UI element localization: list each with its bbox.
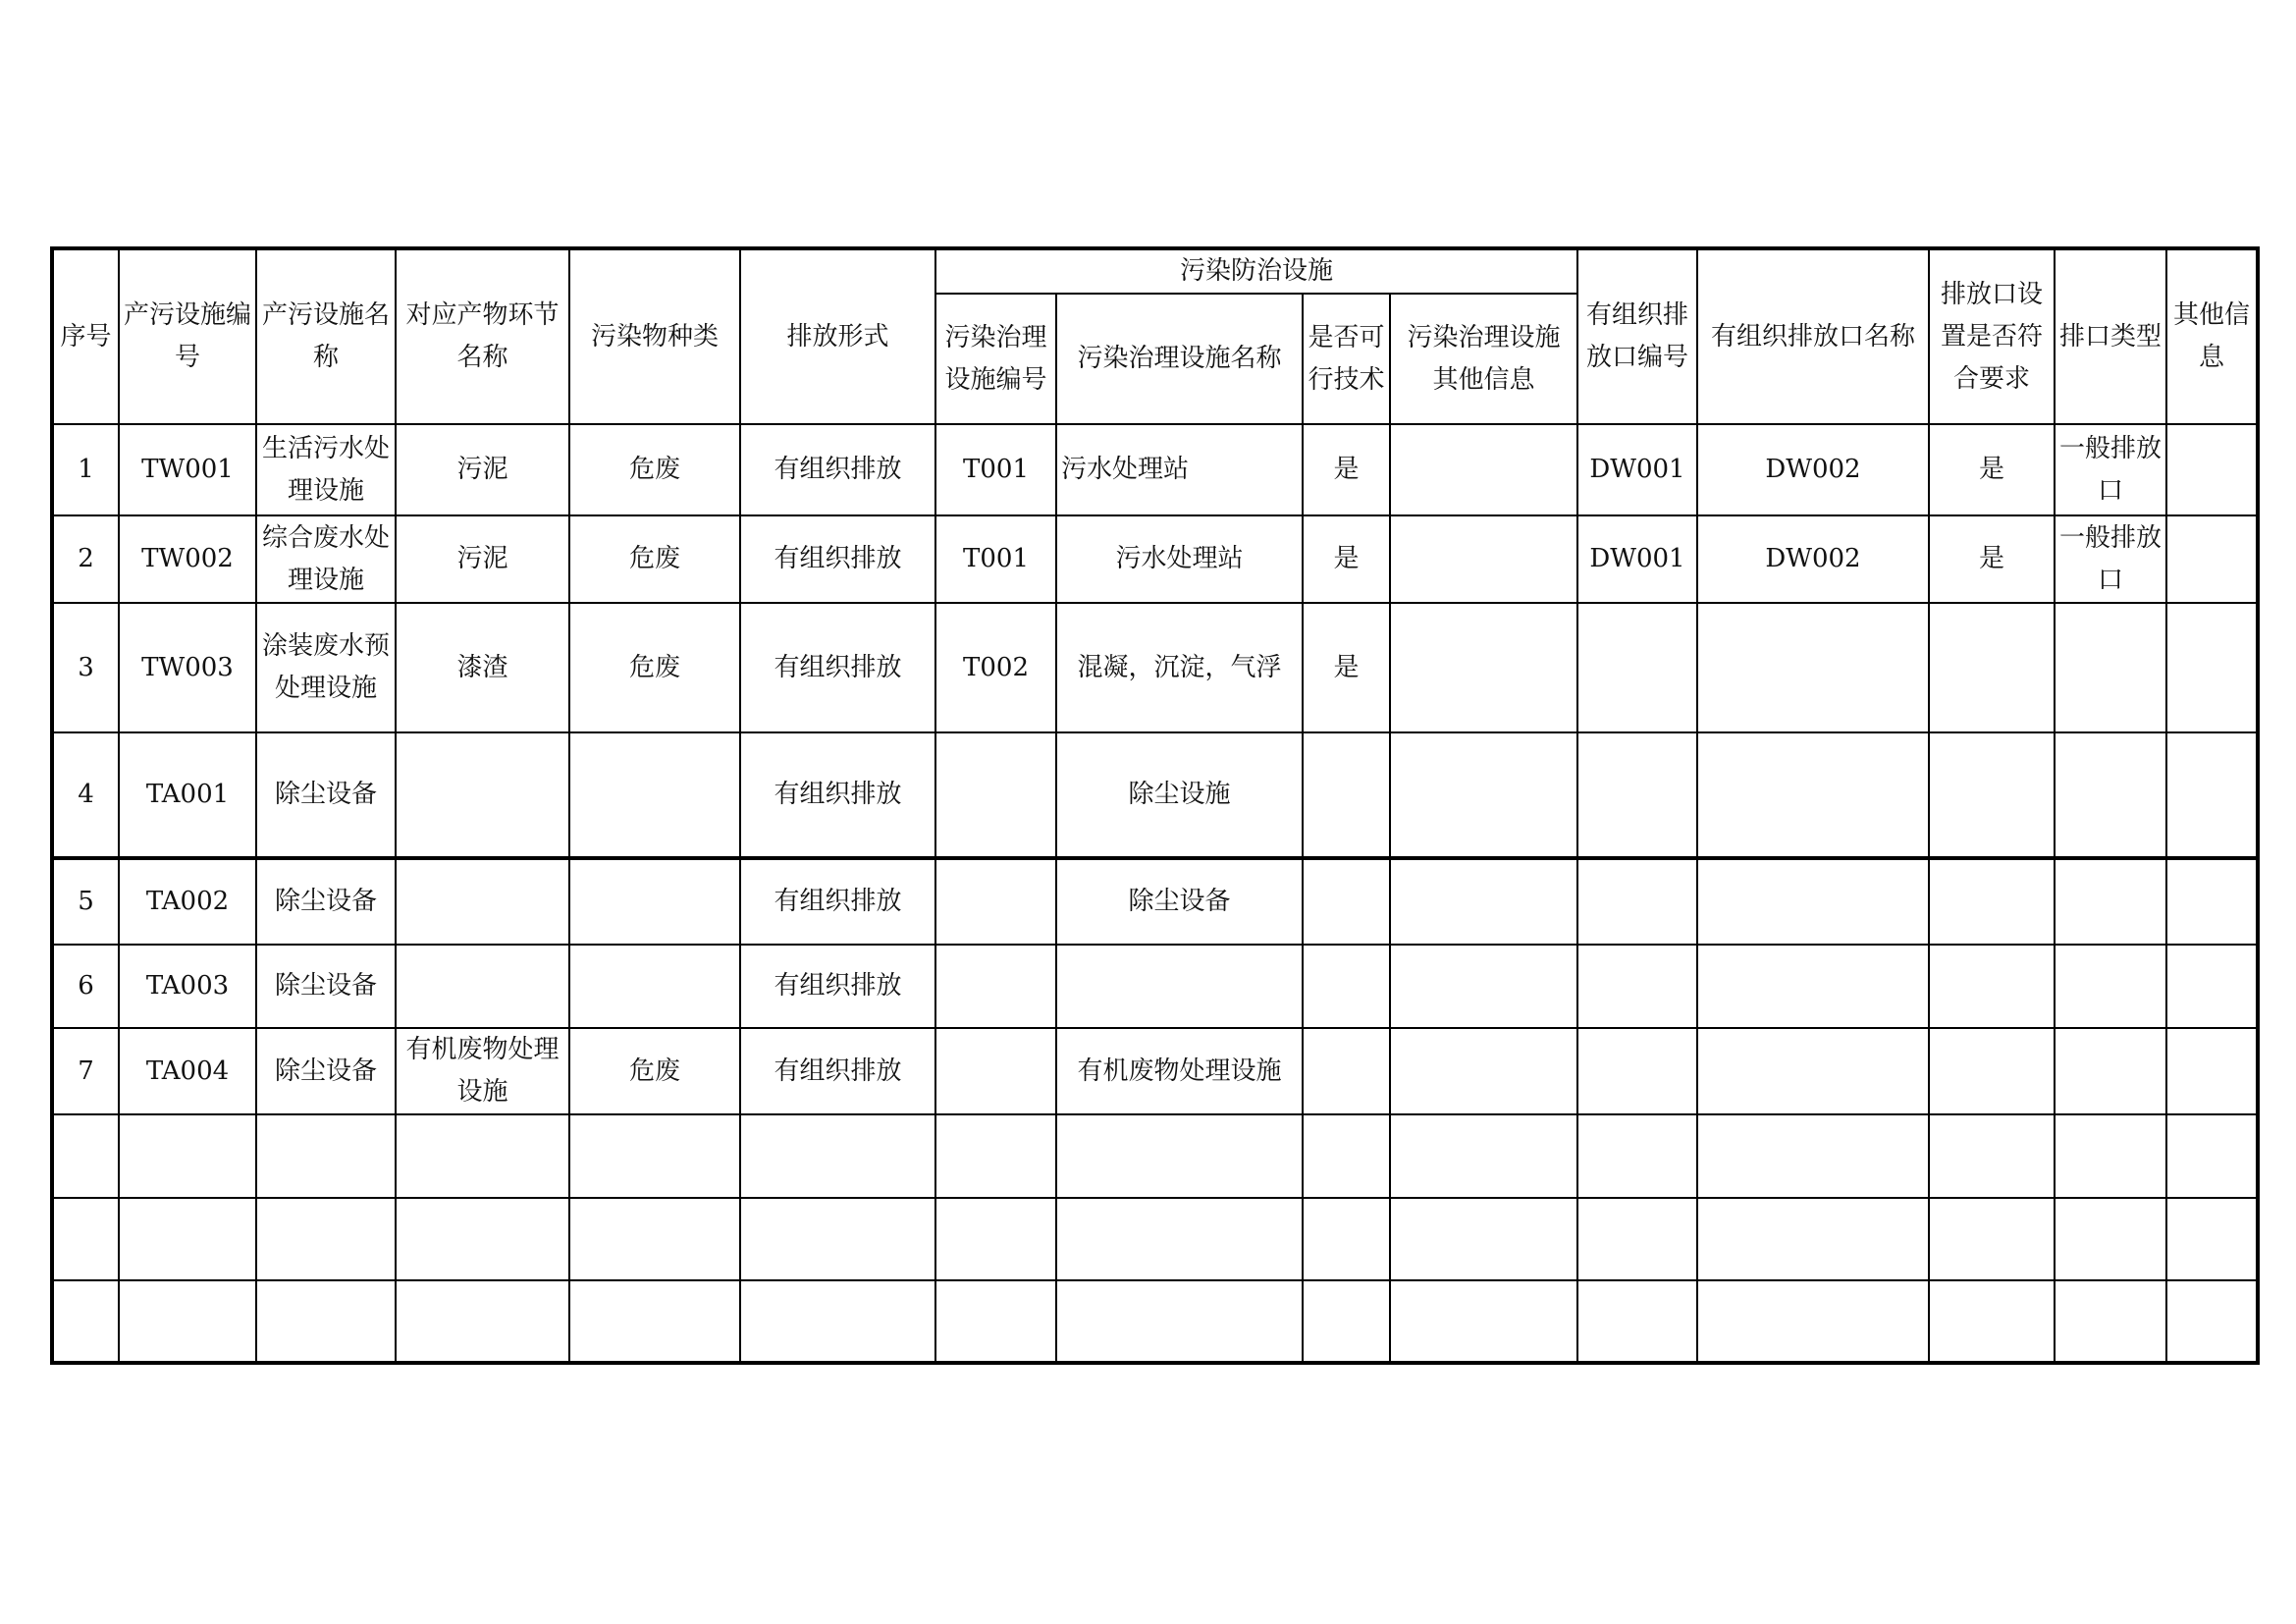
- empty-cell: [935, 1114, 1056, 1198]
- empty-row: [52, 1114, 2258, 1198]
- cell-outlet-type: [2055, 945, 2166, 1028]
- cell-outlet-id: DW001: [1577, 424, 1697, 515]
- empty-row: [52, 1280, 2258, 1363]
- header-outlet-compliant: 排放口设置是否符合要求: [1929, 248, 2055, 424]
- empty-cell: [1056, 1198, 1303, 1280]
- empty-cell: [396, 1198, 569, 1280]
- cell-pollutant-type: 危废: [569, 1028, 740, 1114]
- cell-source-id: TW001: [119, 424, 256, 515]
- header-control-name: 污染治理设施名称: [1056, 294, 1303, 424]
- empty-cell: [2166, 1280, 2258, 1363]
- cell-pollutant-type: 危废: [569, 424, 740, 515]
- empty-cell: [52, 1114, 119, 1198]
- cell-source-name: 除尘设备: [256, 1028, 396, 1114]
- cell-control-name: 除尘设备: [1056, 858, 1303, 945]
- empty-cell: [1303, 1198, 1390, 1280]
- cell-discharge-form: 有组织排放: [740, 515, 935, 603]
- cell-source-name: 除尘设备: [256, 858, 396, 945]
- cell-control-id: T002: [935, 603, 1056, 732]
- cell-control-other: [1390, 424, 1577, 515]
- cell-outlet-name: DW002: [1697, 515, 1929, 603]
- header-control-other: 污染治理设施其他信息: [1390, 294, 1577, 424]
- header-other-info: 其他信息: [2166, 248, 2258, 424]
- header-outlet-type: 排口类型: [2055, 248, 2166, 424]
- table-row: [52, 1028, 2258, 1114]
- cell-feasible: [1303, 732, 1390, 858]
- empty-cell: [1390, 1280, 1577, 1363]
- cell-process-name: [396, 945, 569, 1028]
- cell-outlet-type: 一般排放口: [2055, 515, 2166, 603]
- cell-control-other: [1390, 732, 1577, 858]
- cell-control-other: [1390, 858, 1577, 945]
- empty-cell: [2055, 1280, 2166, 1363]
- cell-pollutant-type: [569, 858, 740, 945]
- empty-cell: [1577, 1114, 1697, 1198]
- cell-discharge-form: 有组织排放: [740, 732, 935, 858]
- cell-outlet-name: [1697, 858, 1929, 945]
- header-source-name: 产污设施名称: [256, 248, 396, 424]
- cell-outlet-id: DW001: [1577, 515, 1697, 603]
- cell-control-name: [1056, 945, 1303, 1028]
- cell-feasible: 是: [1303, 515, 1390, 603]
- table-row: [52, 945, 2258, 1028]
- cell-outlet-type: [2055, 1028, 2166, 1114]
- cell-seq: 4: [52, 732, 119, 858]
- cell-outlet-compliant: [1929, 732, 2055, 858]
- header-process-name: 对应产物环节名称: [396, 248, 569, 424]
- cell-source-id: TA003: [119, 945, 256, 1028]
- empty-cell: [1303, 1280, 1390, 1363]
- empty-cell: [1929, 1280, 2055, 1363]
- cell-control-name: 除尘设施: [1056, 732, 1303, 858]
- cell-outlet-compliant: 是: [1929, 424, 2055, 515]
- empty-cell: [1577, 1198, 1697, 1280]
- cell-outlet-compliant: [1929, 945, 2055, 1028]
- cell-source-id: TA004: [119, 1028, 256, 1114]
- empty-cell: [1056, 1280, 1303, 1363]
- empty-cell: [1577, 1280, 1697, 1363]
- cell-pollutant-type: [569, 732, 740, 858]
- cell-outlet-compliant: 是: [1929, 515, 2055, 603]
- cell-control-other: [1390, 945, 1577, 1028]
- empty-cell: [1056, 1114, 1303, 1198]
- empty-cell: [569, 1114, 740, 1198]
- header-pollutant-type: 污染物种类: [569, 248, 740, 424]
- empty-cell: [119, 1280, 256, 1363]
- cell-control-name: 混凝，沉淀，气浮: [1056, 603, 1303, 732]
- header-outlet-name: 有组织排放口名称: [1697, 248, 1929, 424]
- cell-outlet-id: [1577, 858, 1697, 945]
- cell-source-name: 综合废水处理设施: [256, 515, 396, 603]
- cell-other-info: [2166, 858, 2258, 945]
- cell-control-other: [1390, 515, 1577, 603]
- cell-outlet-id: [1577, 945, 1697, 1028]
- empty-cell: [935, 1198, 1056, 1280]
- cell-other-info: [2166, 945, 2258, 1028]
- empty-cell: [52, 1198, 119, 1280]
- cell-outlet-name: [1697, 732, 1929, 858]
- cell-seq: 5: [52, 858, 119, 945]
- cell-seq: 2: [52, 515, 119, 603]
- cell-source-name: 除尘设备: [256, 945, 396, 1028]
- cell-source-id: TW003: [119, 603, 256, 732]
- header-source-id: 产污设施编号: [119, 248, 256, 424]
- header-seq: 序号: [52, 248, 119, 424]
- cell-outlet-compliant: [1929, 858, 2055, 945]
- cell-source-name: 除尘设备: [256, 732, 396, 858]
- header-control-id: 污染治理设施编号: [935, 294, 1056, 424]
- cell-pollutant-type: [569, 945, 740, 1028]
- cell-control-id: [935, 732, 1056, 858]
- cell-other-info: [2166, 424, 2258, 515]
- cell-feasible: [1303, 858, 1390, 945]
- cell-source-id: TA001: [119, 732, 256, 858]
- empty-cell: [1390, 1114, 1577, 1198]
- cell-seq: 7: [52, 1028, 119, 1114]
- cell-process-name: 有机废物处理设施: [396, 1028, 569, 1114]
- cell-pollutant-type: 危废: [569, 515, 740, 603]
- cell-control-id: T001: [935, 424, 1056, 515]
- empty-cell: [2166, 1114, 2258, 1198]
- cell-outlet-type: [2055, 603, 2166, 732]
- cell-other-info: [2166, 1028, 2258, 1114]
- empty-cell: [2055, 1198, 2166, 1280]
- cell-feasible: 是: [1303, 424, 1390, 515]
- cell-outlet-type: [2055, 732, 2166, 858]
- cell-source-id: TA002: [119, 858, 256, 945]
- cell-discharge-form: 有组织排放: [740, 945, 935, 1028]
- empty-cell: [569, 1280, 740, 1363]
- empty-cell: [1303, 1114, 1390, 1198]
- cell-outlet-id: [1577, 603, 1697, 732]
- cell-process-name: 污泥: [396, 515, 569, 603]
- cell-feasible: [1303, 1028, 1390, 1114]
- cell-process-name: [396, 732, 569, 858]
- cell-control-id: T001: [935, 515, 1056, 603]
- empty-cell: [396, 1114, 569, 1198]
- empty-cell: [1390, 1198, 1577, 1280]
- table-row: [52, 858, 2258, 945]
- empty-cell: [1929, 1114, 2055, 1198]
- empty-cell: [2166, 1198, 2258, 1280]
- cell-process-name: 污泥: [396, 424, 569, 515]
- pollution-facility-table: [50, 246, 2260, 1365]
- table-row: [52, 603, 2258, 732]
- cell-discharge-form: 有组织排放: [740, 858, 935, 945]
- empty-cell: [740, 1114, 935, 1198]
- empty-cell: [1697, 1114, 1929, 1198]
- cell-seq: 3: [52, 603, 119, 732]
- empty-cell: [1697, 1280, 1929, 1363]
- empty-cell: [256, 1114, 396, 1198]
- cell-other-info: [2166, 732, 2258, 858]
- header-control-group: 污染防治设施: [935, 248, 1577, 294]
- cell-outlet-name: [1697, 603, 1929, 732]
- cell-control-name: 有机废物处理设施: [1056, 1028, 1303, 1114]
- cell-process-name: 漆渣: [396, 603, 569, 732]
- cell-outlet-id: [1577, 732, 1697, 858]
- cell-outlet-name: DW002: [1697, 424, 1929, 515]
- cell-outlet-compliant: [1929, 1028, 2055, 1114]
- empty-cell: [935, 1280, 1056, 1363]
- table-row: [52, 424, 2258, 515]
- cell-control-id: [935, 945, 1056, 1028]
- cell-discharge-form: 有组织排放: [740, 1028, 935, 1114]
- empty-row: [52, 1198, 2258, 1280]
- cell-source-name: 生活污水处理设施: [256, 424, 396, 515]
- cell-feasible: 是: [1303, 603, 1390, 732]
- cell-other-info: [2166, 515, 2258, 603]
- cell-seq: 6: [52, 945, 119, 1028]
- header-row-top: [52, 248, 2258, 294]
- header-discharge-form: 排放形式: [740, 248, 935, 424]
- empty-cell: [119, 1198, 256, 1280]
- cell-control-other: [1390, 1028, 1577, 1114]
- empty-cell: [1697, 1198, 1929, 1280]
- cell-outlet-compliant: [1929, 603, 2055, 732]
- cell-outlet-type: 一般排放口: [2055, 424, 2166, 515]
- cell-seq: 1: [52, 424, 119, 515]
- cell-outlet-name: [1697, 945, 1929, 1028]
- cell-feasible: [1303, 945, 1390, 1028]
- empty-cell: [396, 1280, 569, 1363]
- empty-cell: [256, 1280, 396, 1363]
- table-row: [52, 515, 2258, 603]
- empty-cell: [119, 1114, 256, 1198]
- cell-process-name: [396, 858, 569, 945]
- empty-cell: [740, 1280, 935, 1363]
- cell-control-other: [1390, 603, 1577, 732]
- cell-outlet-name: [1697, 1028, 1929, 1114]
- cell-discharge-form: 有组织排放: [740, 424, 935, 515]
- cell-control-name: 污水处理站: [1056, 424, 1303, 515]
- cell-other-info: [2166, 603, 2258, 732]
- empty-cell: [569, 1198, 740, 1280]
- empty-cell: [1929, 1198, 2055, 1280]
- header-outlet-id: 有组织排放口编号: [1577, 248, 1697, 424]
- cell-outlet-id: [1577, 1028, 1697, 1114]
- cell-outlet-type: [2055, 858, 2166, 945]
- header-feasible: 是否可行技术: [1303, 294, 1390, 424]
- cell-control-id: [935, 858, 1056, 945]
- cell-discharge-form: 有组织排放: [740, 603, 935, 732]
- empty-cell: [740, 1198, 935, 1280]
- empty-cell: [52, 1280, 119, 1363]
- cell-control-id: [935, 1028, 1056, 1114]
- cell-source-name: 涂装废水预处理设施: [256, 603, 396, 732]
- cell-pollutant-type: 危废: [569, 603, 740, 732]
- table-row: [52, 732, 2258, 858]
- cell-control-name: 污水处理站: [1056, 515, 1303, 603]
- empty-cell: [256, 1198, 396, 1280]
- cell-source-id: TW002: [119, 515, 256, 603]
- empty-cell: [2055, 1114, 2166, 1198]
